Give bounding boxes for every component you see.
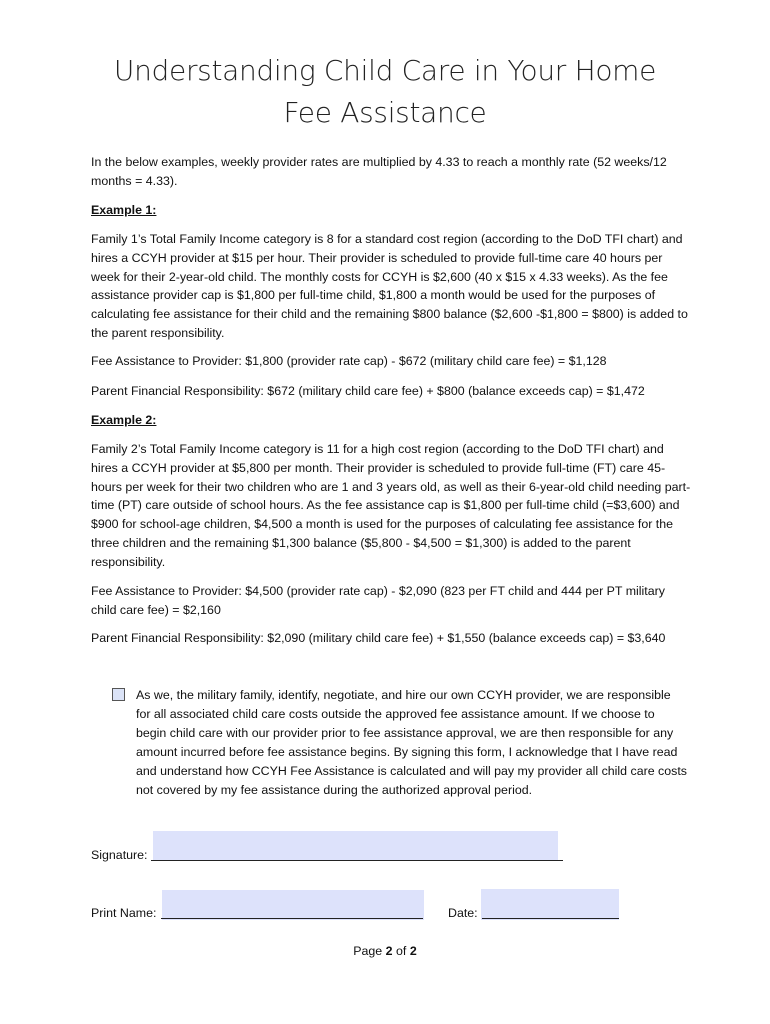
print-name-line bbox=[161, 918, 423, 919]
current-page: 2 bbox=[385, 944, 393, 958]
page-title-line-2: Fee Assistance bbox=[283, 96, 487, 129]
of-word: of bbox=[396, 944, 407, 958]
example-2-fee-assistance: Fee Assistance to Provider: $4,500 (provider rate cap) - $2,090 (823 per FT child and 444 per PT military child care fee) = $2,160 bbox=[91, 584, 665, 617]
example-2-heading: Example 2: bbox=[91, 413, 157, 427]
signature-label: Signature: bbox=[91, 848, 148, 862]
signature-field[interactable] bbox=[153, 831, 558, 861]
date-label: Date: bbox=[448, 906, 478, 920]
page-title-line-1: Understanding Child Care in Your Home bbox=[113, 54, 657, 87]
date-line bbox=[482, 918, 619, 919]
intro-paragraph: In the below examples, weekly provider rates are multiplied by 4.33 to reach a monthly rate (52 weeks/12 months = 4.33). bbox=[91, 155, 667, 188]
signature-line bbox=[151, 860, 563, 861]
example-1-body: Family 1’s Total Family Income category is 8 for a standard cost region (according to the DoD TFI chart) and hires a CCYH provider at $15 per hour. Their provider is scheduled to provide full-time care 40 hours per week for their 2-year-old child. The monthly costs for CCYH is $2,600 (40 x $15 x 4.33 weeks). As the fee assistance provider cap is $1,800 per full-time child, $1,800 a month would be used for the purposes of calculating fee assistance for their child and the remaining $800 balance ($2,600 -$1,800 = $800) is added to the parent responsibility. bbox=[91, 232, 688, 340]
example-2-body: Family 2’s Total Family Income category is 11 for a high cost region (according to the DoD TFI chart) and hires a CCYH provider at $5,800 per month. Their provider is scheduled to provide full-time (FT) care 45-hours per week for their two children who are 1 and 3 years old, as well as their 6-year-old child needing part-time (PT) care outside of school hours. As the fee assistance cap is $1,800 per full-time child (=$3,600) and $900 for school-age children, $4,500 a month is used for the purposes of calculating fee assistance for the three children and the remaining $1,300 balance ($5,800 - $4,500 = $1,300) is added to the parent responsibility. bbox=[91, 442, 691, 569]
page-word: Page bbox=[353, 944, 383, 958]
example-1-parent-responsibility: Parent Financial Responsibility: $672 (military child care fee) + $800 (balance exceeds cap) = $1,472 bbox=[91, 384, 645, 398]
example-1-fee-assistance: Fee Assistance to Provider: $1,800 (provider rate cap) - $672 (military child care fee) = $1,128 bbox=[91, 354, 607, 368]
print-name-field[interactable] bbox=[162, 890, 424, 920]
page-number bbox=[0, 944, 770, 958]
example-1-heading: Example 1: bbox=[91, 203, 157, 217]
print-name-label: Print Name: bbox=[91, 906, 157, 920]
acknowledgement-text: As we, the military family, identify, negotiate, and hire our own CCYH provider, we are responsible for all associated child care costs outside the approved fee assistance amount. If we choose to begin child care with our provider prior to fee assistance approval, we are then responsible for any amount incurred before fee assistance begins. By signing this form, I acknowledge that I have read and understand how CCYH Fee Assistance is calculated and will pay my provider all child care costs not covered by my fee assistance during the authorized approval period. bbox=[136, 688, 687, 797]
acknowledgement-checkbox[interactable] bbox=[112, 688, 125, 701]
example-2-parent-responsibility: Parent Financial Responsibility: $2,090 (military child care fee) + $1,550 (balance exceeds cap) = $3,640 bbox=[91, 631, 666, 645]
total-pages: 2 bbox=[409, 944, 417, 958]
date-field[interactable] bbox=[481, 889, 619, 920]
